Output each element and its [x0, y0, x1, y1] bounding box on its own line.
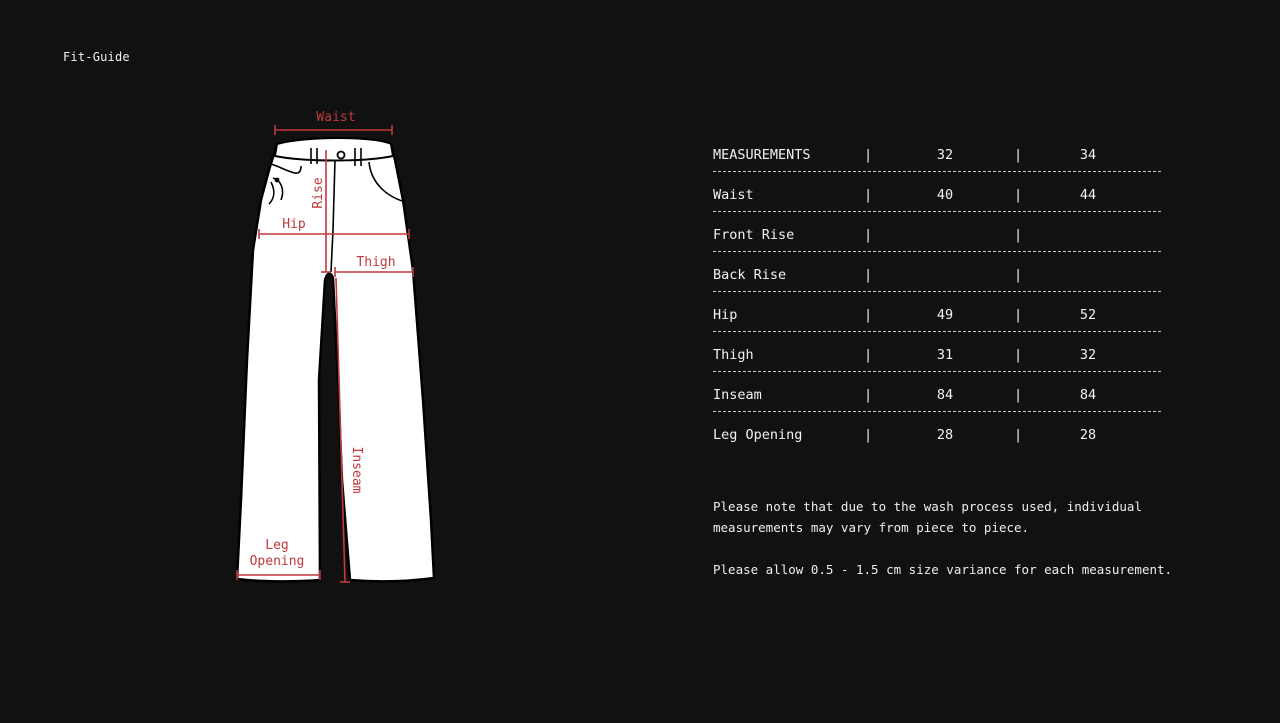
size-32-value: 49: [936, 307, 954, 323]
button: [338, 152, 345, 159]
table-row: [713, 342, 1161, 382]
hip-label: Hip: [282, 217, 306, 232]
dashed-divider: [713, 331, 1161, 332]
column-separator: |: [864, 147, 873, 163]
table-row: [713, 222, 1161, 262]
column-separator: |: [1014, 227, 1023, 243]
size-32-value: 40: [936, 187, 954, 203]
table-header-row: [713, 142, 1161, 182]
dashed-divider: [713, 171, 1161, 172]
rivet: [275, 178, 280, 183]
table-row: [713, 382, 1161, 422]
dashed-divider: [713, 371, 1161, 372]
row-label: Back Rise: [713, 267, 787, 283]
column-separator: |: [864, 387, 873, 403]
rise-label: Rise: [311, 177, 326, 209]
column-separator: |: [1014, 307, 1023, 323]
thigh-label: Thigh: [356, 255, 396, 270]
jeans-measurement-diagram: [225, 100, 455, 600]
column-separator: |: [1014, 347, 1023, 363]
size-34-header: 34: [1079, 147, 1097, 163]
waistband: [275, 138, 393, 161]
row-label: Waist: [713, 187, 754, 203]
leg-opening-label-line2: Opening: [249, 554, 305, 569]
jeans-illustration: [225, 100, 455, 600]
size-34-value: 84: [1079, 387, 1097, 403]
table-header-label: MEASUREMENTS: [713, 147, 811, 163]
column-separator: |: [864, 187, 873, 203]
column-separator: |: [1014, 387, 1023, 403]
column-separator: |: [864, 307, 873, 323]
measurements-table: [713, 142, 1161, 462]
jeans-outline: [237, 138, 434, 581]
column-separator: |: [864, 227, 873, 243]
row-label: Hip: [713, 307, 738, 323]
row-label: Inseam: [713, 387, 762, 403]
size-32-value: 84: [936, 387, 954, 403]
dashed-divider: [713, 291, 1161, 292]
wash-process-note: Please note that due to the wash process used, individual measurements may vary from piece to piece.: [713, 499, 1142, 535]
fit-guide-logo[interactable]: Fit-Guide: [63, 50, 130, 64]
row-label: Thigh: [713, 347, 754, 363]
table-row: [713, 302, 1161, 342]
column-separator: |: [864, 267, 873, 283]
size-32-header: 32: [936, 147, 954, 163]
size-32-value: 31: [936, 347, 954, 363]
column-separator: |: [1014, 267, 1023, 283]
dashed-divider: [713, 251, 1161, 252]
size-32-value: 28: [936, 427, 954, 443]
dashed-divider: [713, 411, 1161, 412]
row-label: Front Rise: [713, 227, 795, 243]
column-separator: |: [864, 427, 873, 443]
size-34-value: 32: [1079, 347, 1097, 363]
table-row: [713, 262, 1161, 302]
column-separator: |: [1014, 147, 1023, 163]
size-variance-note: Please allow 0.5 - 1.5 cm size variance for each measurement.: [713, 562, 1173, 577]
size-34-value: 52: [1079, 307, 1097, 323]
inseam-label: Inseam: [349, 446, 364, 494]
row-label: Leg Opening: [713, 427, 803, 443]
waist-label: Waist: [316, 110, 356, 125]
table-row: [713, 422, 1161, 462]
column-separator: |: [864, 347, 873, 363]
column-separator: |: [1014, 427, 1023, 443]
size-34-value: 44: [1079, 187, 1097, 203]
table-row: [713, 182, 1161, 222]
size-notes: [713, 496, 1183, 601]
leg-opening-label-line1: Leg: [265, 538, 289, 553]
dashed-divider: [713, 211, 1161, 212]
column-separator: |: [1014, 187, 1023, 203]
size-34-value: 28: [1079, 427, 1097, 443]
